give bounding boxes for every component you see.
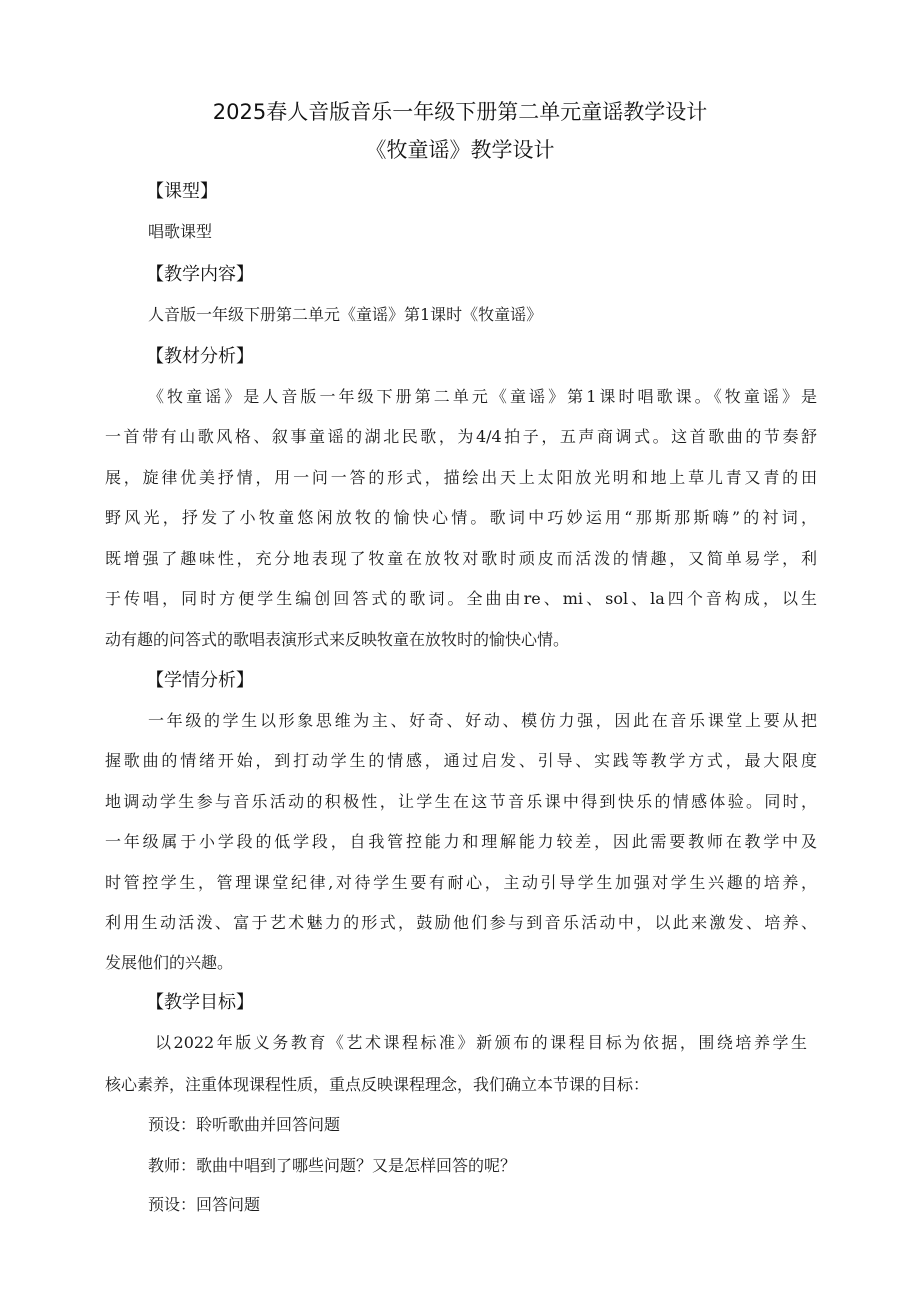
- material-analysis-line: 展，旋律优美抒情，用一问一答的形式，描绘出天上太阳放光明和地上草儿青又青的田: [105, 468, 817, 487]
- material-analysis-line: 野风光，抒发了小牧童悠闲放牧的愉快心情。歌词中巧妙运用“那斯那斯嗨”的衬词，: [105, 508, 817, 527]
- teaching-goals-line: 以2022年版义务教育《艺术课程标准》新颁布的课程目标为依据，围绕培养学生: [155, 1033, 807, 1052]
- material-analysis-line: 一首带有山歌风格、叙事童谣的湖北民歌，为4/4拍子，五声商调式。这首歌曲的节奏舒: [105, 427, 817, 446]
- learner-analysis-line: 时管控学生，管理课堂纪律,对待学生要有耐心，主动引导学生加强对学生兴趣的培养，: [105, 873, 817, 892]
- material-analysis-line: 既增强了趣味性，充分地表现了牧童在放牧对歌时顽皮而活泼的情趣，又简单易学，利: [105, 549, 817, 568]
- learner-analysis-line: 握歌曲的情绪开始，到打动学生的情感，通过启发、引导、实践等教学方式，最大限度: [105, 751, 817, 770]
- teaching-goals-line: 核心素养，注重体现课程性质，重点反映课程理念，我们确立本节课的目标：: [105, 1075, 650, 1094]
- goal-item: 预设：回答问题: [148, 1195, 261, 1214]
- goal-item: 教师：歌曲中唱到了哪些问题？又是怎样回答的呢？: [148, 1156, 517, 1175]
- material-analysis-line: 于传唱，同时方便学生编创回答式的歌词。全曲由re、mi、sol、la四个音构成，以生: [105, 589, 817, 608]
- learner-analysis-line: 一年级的学生以形象思维为主、好奇、好动、模仿力强，因此在音乐课堂上要从把: [148, 711, 817, 730]
- learner-analysis-line: 地调动学生参与音乐活动的积极性，让学生在这节音乐课中得到快乐的情感体验。同时，: [105, 792, 817, 811]
- learner-analysis-heading: 【学情分析】: [146, 670, 254, 691]
- material-analysis-heading: 【教材分析】: [146, 346, 254, 367]
- learner-analysis-line: 利用生动活泼、富于艺术魅力的形式，鼓励他们参与到音乐活动中，以此来激发、培养、: [105, 913, 817, 932]
- learner-analysis-line: 一年级属于小学段的低学段，自我管控能力和理解能力较差，因此需要教师在教学中及: [105, 832, 817, 851]
- teaching-goals-heading: 【教学目标】: [146, 992, 254, 1013]
- course-type-text: 唱歌课型: [148, 222, 213, 241]
- teaching-content-text: 人音版一年级下册第二单元《童谣》第1课时《牧童谣》: [148, 305, 543, 324]
- material-analysis-line: 动有趣的问答式的歌唱表演形式来反映牧童在放牧时的愉快心情。: [105, 630, 570, 649]
- goal-item: 预设：聆听歌曲并回答问题: [148, 1115, 341, 1134]
- material-analysis-line: 《牧童谣》是人音版一年级下册第二单元《童谣》第1课时唱歌课。《牧童谣》是: [148, 387, 817, 406]
- document-subtitle: 《牧童谣》教学设计: [365, 138, 555, 162]
- course-type-heading: 【课型】: [146, 181, 218, 202]
- learner-analysis-line: 发展他们的兴趣。: [105, 953, 234, 972]
- document-title: 2025春人音版音乐一年级下册第二单元童谣教学设计: [212, 100, 708, 124]
- teaching-content-heading: 【教学内容】: [146, 264, 254, 285]
